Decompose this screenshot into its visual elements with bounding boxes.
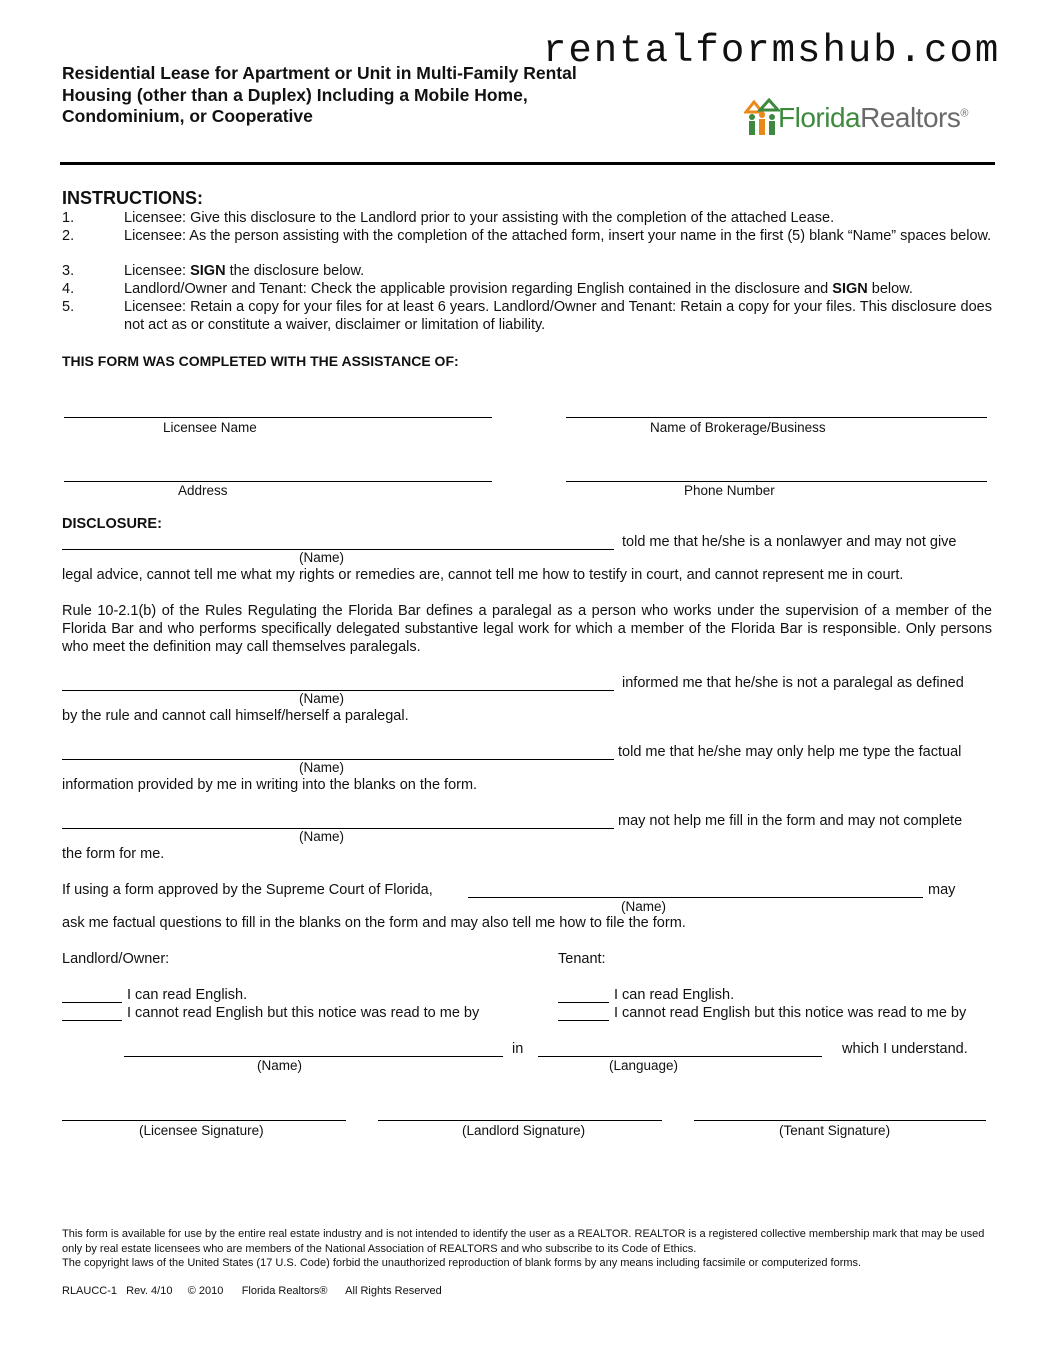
landlord-cannot-read-check[interactable] — [62, 1020, 122, 1021]
houses-people-icon — [744, 98, 780, 138]
watermark-text: rentalformshub.com — [543, 29, 1001, 73]
title-line-3: Condominium, or Cooperative — [62, 106, 313, 126]
landlord-cannot-read-text: I cannot read English but this notice was read to me by — [127, 1005, 480, 1021]
disclosure-text-2: informed me that he/she is not a paralegal as defined — [622, 675, 964, 691]
landlord-can-read-text: I can read English. — [127, 987, 248, 1003]
disclosure-text-5: If using a form approved by the Supreme Court of Florida, — [62, 882, 433, 898]
tenant-cannot-read-check[interactable] — [558, 1020, 609, 1021]
form-identifier: RLAUCC-1 Rev. 4/10 © 2010 Florida Realtors® All Rights Reserved — [62, 1285, 442, 1297]
tenant-label: Tenant: — [558, 951, 606, 967]
brokerage-name-label: Name of Brokerage/Business — [650, 420, 826, 435]
disclosure-text-1-cont: legal advice, cannot tell me what my rights or remedies are, cannot tell me how to testify in court, and cannot represent me in court. — [62, 567, 904, 583]
tenant-can-read-text: I can read English. — [614, 987, 735, 1003]
tenant-can-read-check[interactable] — [558, 1002, 609, 1003]
reader-name-field[interactable] — [124, 1056, 503, 1057]
header-divider — [60, 162, 995, 165]
name-caption-1: (Name) — [299, 550, 345, 565]
licensee-signature-field[interactable] — [62, 1120, 346, 1121]
licensee-name-field[interactable] — [64, 417, 492, 418]
licensee-signature-label: (Licensee Signature) — [139, 1123, 264, 1138]
landlord-label: Landlord/Owner: — [62, 951, 170, 967]
disclosure-heading: DISCLOSURE: — [62, 516, 162, 532]
footer-copyright-notice: The copyright laws of the United States (17 U.S. Code) forbid the unauthorized reproduction of blank forms by any means including facsimile or computerized forms. — [62, 1257, 862, 1269]
landlord-signature-field[interactable] — [378, 1120, 662, 1121]
paralegal-rule-paragraph: Rule 10-2.1(b) of the Rules Regulating the Florida Bar defines a paralegal as a person who works under the supervision of a member of the Florida Bar and who performs specifically delegated substantive legal work for which a member of the Florida Bar is responsible. Only persons who meet the definition may call themselves paralegals. — [62, 603, 992, 655]
disclosure-text-5-tail: may — [928, 882, 956, 898]
form-title — [62, 63, 662, 128]
florida-realtors-logo — [744, 98, 984, 140]
disclosure-text-3: told me that he/she may only help me type the factual — [618, 744, 962, 760]
logo-wordmark: FloridaRealtors® — [778, 102, 968, 133]
instruction-item-5: 5. Licensee: Retain a copy for your files for at least 6 years. Landlord/Owner and Tenant: Retain a copy for your files. This disclosure does not act as or constitute a waiver, disclaimer or limitation of liability. — [62, 299, 992, 333]
instruction-item-1: 1. Licensee: Give this disclosure to the Landlord prior to your assisting with the completion of the attached Lease. — [62, 210, 835, 226]
name-caption-2: (Name) — [299, 691, 345, 706]
footer-notice — [62, 1227, 997, 1271]
name-field-5[interactable] — [468, 897, 923, 898]
title-line-1: Residential Lease for Apartment or Unit in Multi-Family Rental — [62, 63, 577, 83]
instructions-heading: INSTRUCTIONS: — [62, 188, 203, 208]
assistance-heading: THIS FORM WAS COMPLETED WITH THE ASSISTANCE OF: — [62, 353, 459, 369]
landlord-signature-label: (Landlord Signature) — [462, 1123, 586, 1138]
disclosure-text-4-cont: the form for me. — [62, 846, 165, 862]
language-field[interactable] — [538, 1056, 822, 1057]
phone-number-label: Phone Number — [684, 483, 775, 498]
address-label: Address — [178, 483, 228, 498]
in-text: in — [512, 1041, 524, 1057]
disclosure-text-3-cont: information provided by me in writing into the blanks on the form. — [62, 777, 478, 793]
landlord-can-read-check[interactable] — [62, 1002, 122, 1003]
tenant-signature-field[interactable] — [694, 1120, 986, 1121]
disclosure-text-2-cont: by the rule and cannot call himself/herself a paralegal. — [62, 708, 409, 724]
which-understand-text: which I understand. — [842, 1041, 968, 1057]
title-line-2: Housing (other than a Duplex) Including a Mobile Home, — [62, 84, 528, 105]
brokerage-name-field[interactable] — [566, 417, 987, 418]
disclosure-text-4: may not help me fill in the form and may not complete — [618, 813, 963, 829]
footer-realtor-notice: This form is available for use by the entire real estate industry and is not intended to identify the user as a REALTOR. REALTOR is a registered collective membership mark that may be used only by real estate licensees who are members of the National Association of REALTORS and who subscribe to its Code of Ethics. — [62, 1228, 985, 1255]
reader-name-caption: (Name) — [257, 1058, 303, 1073]
address-field[interactable] — [64, 481, 492, 482]
licensee-name-label: Licensee Name — [163, 420, 257, 435]
disclosure-text-5-cont: ask me factual questions to fill in the blanks on the form and may also tell me how to file the form. — [62, 915, 686, 931]
instruction-item-2: 2. Licensee: As the person assisting with the completion of the attached form, insert your name in the first (5) blank “Name” spaces below. — [62, 228, 992, 244]
name-caption-5: (Name) — [621, 899, 667, 914]
name-caption-4: (Name) — [299, 829, 345, 844]
tenant-signature-label: (Tenant Signature) — [779, 1123, 891, 1138]
instruction-item-4: 4. Landlord/Owner and Tenant: Check the applicable provision regarding English contained in the disclosure and SIGN below. — [62, 281, 913, 297]
tenant-cannot-read-text: I cannot read English but this notice was read to me by — [614, 1005, 967, 1021]
phone-number-field[interactable] — [566, 481, 987, 482]
name-caption-3: (Name) — [299, 760, 345, 775]
language-caption: (Language) — [609, 1058, 679, 1073]
disclosure-text-1: told me that he/she is a nonlawyer and may not give — [622, 534, 957, 550]
instruction-item-3: 3. Licensee: SIGN the disclosure below. — [62, 263, 365, 279]
